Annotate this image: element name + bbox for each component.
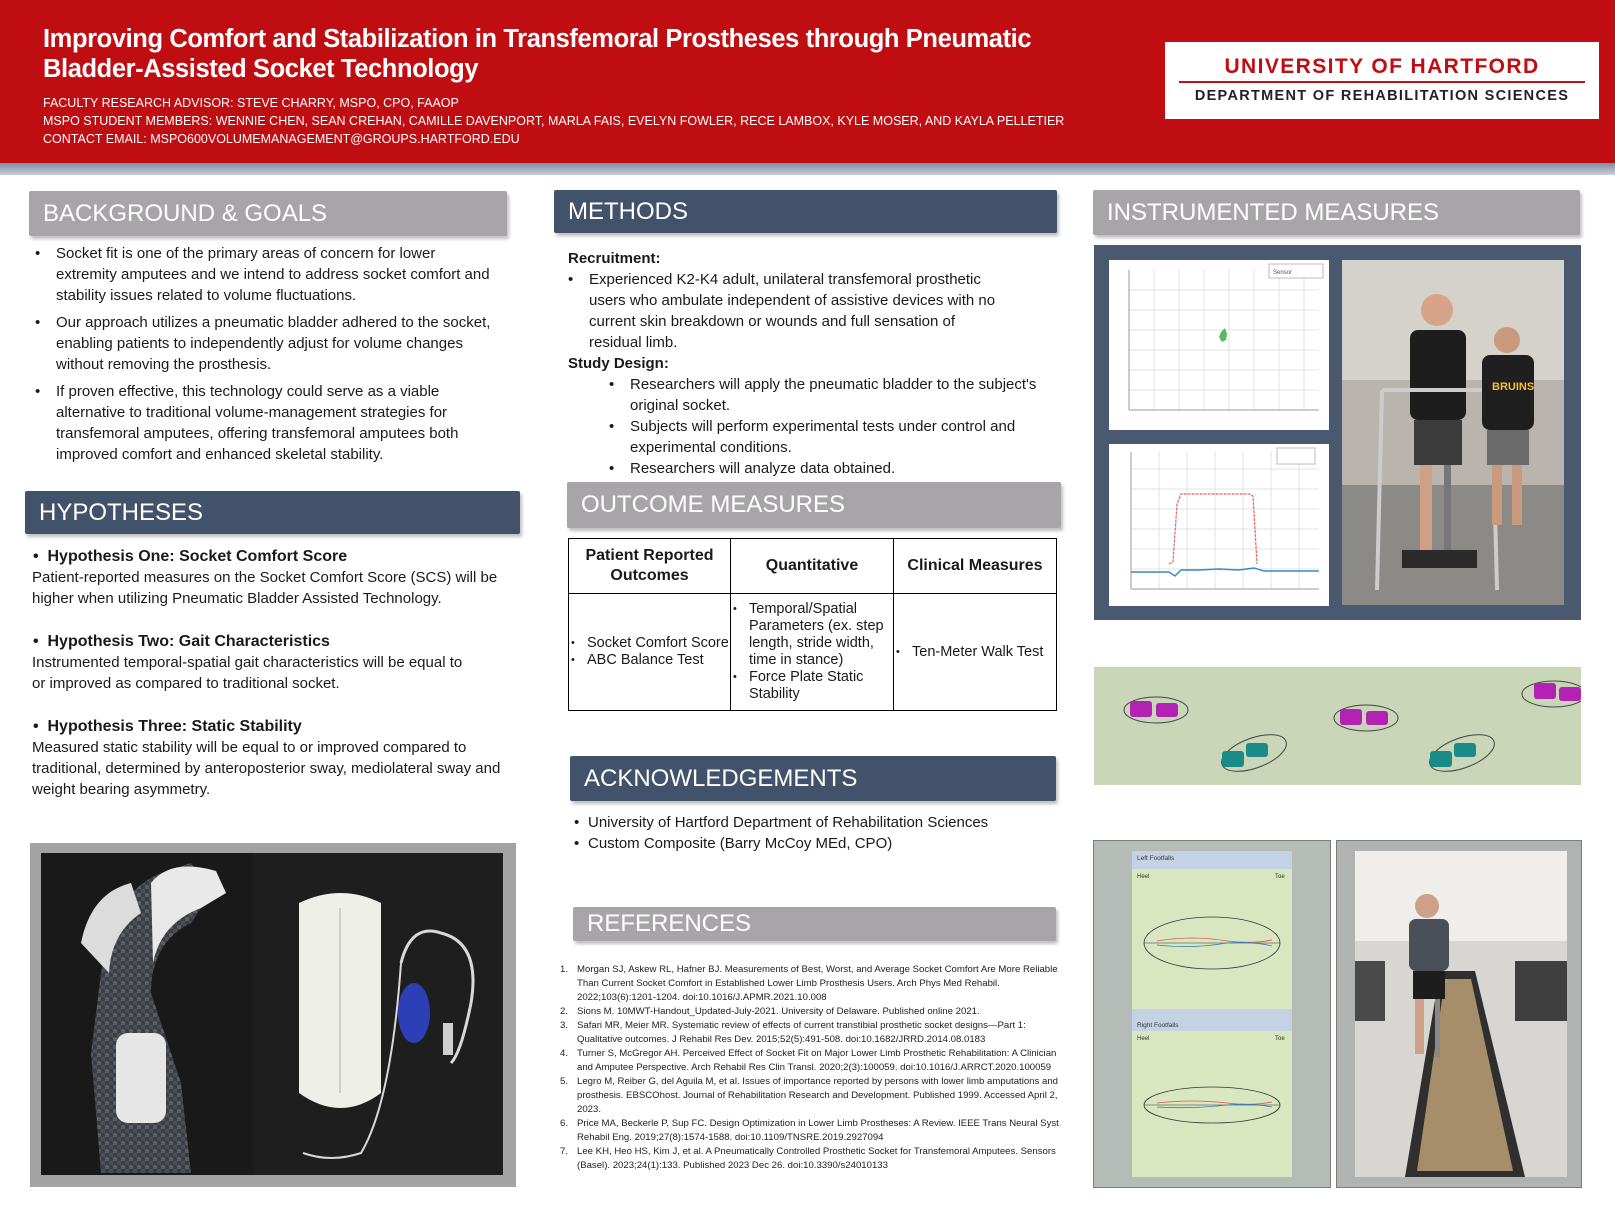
sway-plot-legend: Sensor xyxy=(1273,270,1293,276)
walkway-photo xyxy=(1355,851,1567,1177)
logo-rule xyxy=(1179,81,1585,83)
contact-email[interactable]: CONTACT EMAIL: MSPO600VOLUMEMANAGEMENT@GROUPS.HARTFORD.EDU xyxy=(43,132,520,146)
recruitment-bullet: • Experienced K2-K4 adult, unilateral transfemoral prosthetic users who ambulate independent of assistive devices with no current skin breakdown or wounds and full sensation of residual limb. xyxy=(562,269,1002,353)
footfalls-panel xyxy=(1093,840,1331,1188)
study-design-label: Study Design: xyxy=(568,355,669,372)
hypotheses-heading: HYPOTHESES xyxy=(25,491,520,534)
socket-photo-frame xyxy=(30,843,516,1187)
toe-label: Toe xyxy=(1275,874,1285,880)
logo-university-name: UNIVERSITY OF HARTFORD xyxy=(1224,55,1540,78)
reference-item: 3. Safari MR, Meier MR. Systematic review of effects of current transtibial prosthetic socket designs—Part 1: Qualitative outcomes. J Rehabil Res Dev. 2015;52(5):491-508. doi:10.1682/JRRD.2014.08.0183 xyxy=(559,1020,1026,1045)
heel-label: Heel xyxy=(1137,1036,1150,1042)
outcome-item: • Force Plate Static Stability xyxy=(731,669,893,703)
background-bullet: • Our approach utilizes a pneumatic bladder adhered to the socket, enabling patients to independently adjust for volume changes without removing the prosthesis. xyxy=(29,312,499,375)
shirt-text: BRUINS xyxy=(1492,381,1535,393)
acknowledgements-heading: ACKNOWLEDGEMENTS xyxy=(570,756,1056,801)
hypothesis-text: Patient-reported measures on the Socket Comfort Score (SCS) will be higher when utilizing Pneumatic Bladder Assisted Technology. xyxy=(32,569,498,607)
outcome-column-header: Quantitative xyxy=(731,539,894,594)
outcome-column-header: Clinical Measures xyxy=(894,539,1057,594)
inflation-bulb-shape xyxy=(398,983,430,1043)
poster-title: Improving Comfort and Stabilization in Transfemoral Prostheses through Pneumatic Bladder-Assisted Socket Technology xyxy=(43,25,1032,83)
outcome-item: • Socket Comfort Score xyxy=(569,635,730,652)
background-bullet: • If proven effective, this technology could serve as a viable alternative to traditional volume-management strategies for transfemoral amputees, offering transfemoral amputees both improved comfort and enhanced skeletal stability. xyxy=(29,381,499,465)
outcome-item: • ABC Balance Test xyxy=(569,652,730,669)
instrumented-heading: INSTRUMENTED MEASURES xyxy=(1093,190,1580,235)
references-heading: REFERENCES xyxy=(573,907,1056,941)
references-list xyxy=(552,963,1062,1173)
outcome-item: • Temporal/Spatial Parameters (ex. step length, stride width, time in stance) xyxy=(731,601,893,669)
reference-item: 6. Price MA, Beckerle P, Sup FC. Design Optimization in Lower Limb Prostheses: A Review. IEEE Trans Neural Syst Rehabil Eng. 2019;27(8):1574-1588. doi:10.1109/TNSRE.2019.2927094 xyxy=(559,1118,1059,1143)
reference-item: 2. Sions M. 10MWT-Handout_Updated-July-2021. University of Delaware. Published online 2021. xyxy=(559,1006,980,1017)
students-line: MSPO STUDENT MEMBERS: WENNIE CHEN, SEAN CREHAN, CAMILLE DAVENPORT, MARLA FAIS, EVELYN FOWLER, RECE LAMBOX, KYLE MOSER, AND KAYLA PELLETIER xyxy=(43,114,1065,128)
study-design-bullet: • Subjects will perform experimental tests under control and experimental conditions. xyxy=(603,416,1043,458)
walker-photo xyxy=(1342,260,1564,605)
outcome-table-row xyxy=(569,594,1057,711)
hypothesis-title: • Hypothesis Two: Gait Characteristics xyxy=(33,633,330,650)
background-list xyxy=(29,243,499,465)
walkway-photo-frame xyxy=(1336,840,1582,1188)
outcome-cell xyxy=(894,594,1057,711)
hypothesis-title: • Hypothesis One: Socket Comfort Score xyxy=(33,548,348,565)
recruitment-list xyxy=(562,269,1002,353)
heel-label: Heel xyxy=(1137,874,1150,880)
outcome-item: • Ten-Meter Walk Test xyxy=(894,644,1056,661)
footprint-strip xyxy=(1094,667,1581,785)
university-logo xyxy=(1165,42,1599,119)
study-design-bullet: • Researchers will analyze data obtained. xyxy=(603,458,1043,479)
logo-department-name: DEPARTMENT OF REHABILITATION SCIENCES xyxy=(1194,88,1570,104)
study-design-bullet: • Researchers will apply the pneumatic bladder to the subject's original socket. xyxy=(603,374,1043,416)
outcome-cell xyxy=(731,594,894,711)
socket-photo xyxy=(41,853,503,1175)
acknowledgement-item: • Custom Composite (Barry McCoy MEd, CPO) xyxy=(568,833,1048,854)
background-bullet: • Socket fit is one of the primary areas of concern for lower extremity amputees and we intend to address socket comfort and stability issues related to volume fluctuations. xyxy=(29,243,499,306)
acknowledgements-list xyxy=(568,812,1048,854)
reference-item: 1. Morgan SJ, Askew RL, Hafner BJ. Measurements of Best, Worst, and Average Socket Comfort Are More Reliable Than Current Socket Comfort in Established Lower Limb Prosthesis Users. Arch Phys Med Rehabil. 2022;103(6):1201-1204. doi:10.1016/J.APMR.2021.10.008 xyxy=(559,964,1058,1003)
outcome-table xyxy=(568,538,1057,711)
background-heading: BACKGROUND & GOALS xyxy=(29,191,507,236)
methods-heading: METHODS xyxy=(554,190,1057,233)
outcome-column-header: Patient Reported Outcomes xyxy=(569,539,731,594)
right-footfalls-label: Right Footfalls xyxy=(1137,1022,1179,1029)
methods-body xyxy=(568,248,1038,479)
outcome-heading: OUTCOME MEASURES xyxy=(567,482,1061,528)
hypothesis-title: • Hypothesis Three: Static Stability xyxy=(33,718,302,735)
hypothesis-text: Instrumented temporal-spatial gait characteristics will be equal to or improved as compared to traditional socket. xyxy=(32,654,463,692)
footfalls-chart xyxy=(1132,851,1292,1177)
outcome-table-header-row xyxy=(569,539,1057,594)
author-block xyxy=(43,94,1064,148)
force-plot xyxy=(1109,444,1329,606)
sway-plot xyxy=(1109,260,1329,430)
left-footfalls-label: Left Footfalls xyxy=(1137,855,1175,862)
advisor-line: FACULTY RESEARCH ADVISOR: STEVE CHARRY, MSPO, CPO, FAAOP xyxy=(43,96,459,110)
instrumented-panel xyxy=(1094,245,1581,620)
toe-label: Toe xyxy=(1275,1036,1285,1042)
acknowledgement-item: • University of Hartford Department of Rehabilitation Sciences xyxy=(568,812,1048,833)
outcome-cell xyxy=(569,594,731,711)
hypothesis-text: Measured static stability will be equal to or improved compared to traditional, determined by anteroposterior sway, mediolateral sway and weight bearing asymmetry. xyxy=(32,739,501,798)
recruitment-label: Recruitment: xyxy=(568,250,661,267)
reference-item: 7. Lee KH, Heo HS, Kim J, et al. A Pneumatically Controlled Prosthetic Socket for Transfemoral Amputees. Sensors (Basel). 2023;24(1):133. Published 2023 Dec 26. doi:10.3390/s24010133 xyxy=(559,1146,1056,1171)
reference-item: 4. Turner S, McGregor AH. Perceived Effect of Socket Fit on Major Lower Limb Prosthetic Rehabilitation: A Clinician and Amputee Perspective. Arch Rehabil Res Clin Transl. 2020;2(3):100059. doi:10.1016/J.ARRCT.2020.100059 xyxy=(559,1048,1057,1073)
study-design-list xyxy=(603,374,1043,479)
hypotheses-body xyxy=(32,546,517,800)
header-stripe xyxy=(0,163,1615,175)
reference-item: 5. Legro M, Reiber G, del Aguila M, et al. Issues of importance reported by persons with lower limb amputations and prosthesis. EBSCOhost. Journal of Rehabilitation Research and Development. Published 1999. Accessed April 2, 2023. xyxy=(559,1076,1058,1115)
